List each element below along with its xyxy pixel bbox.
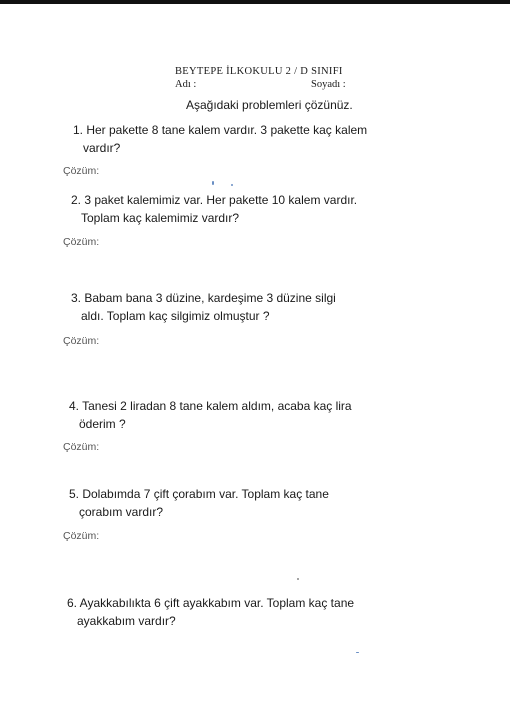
problem-1-line-2: vardır?: [83, 141, 121, 155]
school-header: BEYTEPE İLKOKULU 2 / D SINIFI: [175, 66, 343, 77]
scan-top-edge: [0, 0, 510, 4]
scan-speck: [212, 181, 214, 185]
problem-1: [73, 121, 367, 157]
solution-label-4: Çözüm:: [63, 441, 100, 453]
problem-5-line-1: 5. Dolabımda 7 çift çorabım var. Toplam kaç tane: [69, 487, 329, 501]
problem-2-line-2: Toplam kaç kalemimiz vardır?: [81, 211, 240, 225]
scan-speck: [231, 184, 233, 186]
solution-label-2: Çözüm:: [63, 236, 100, 248]
worksheet-instruction: Aşağıdaki problemleri çözünüz.: [186, 98, 353, 112]
problem-1-line-1: 1. Her pakette 8 tane kalem vardır. 3 pakette kaç kalem: [73, 123, 368, 137]
problem-5-line-2: çorabım vardır?: [79, 505, 164, 519]
solution-label-3: Çözüm:: [63, 335, 100, 347]
surname-label: Soyadı :: [311, 79, 346, 90]
problem-3-line-1: 3. Babam bana 3 düzine, kardeşime 3 düzine silgi: [71, 291, 336, 305]
problem-6: [67, 594, 354, 630]
problem-5: [69, 485, 329, 521]
problem-2: [71, 191, 357, 227]
scan-speck: [356, 652, 359, 653]
problem-6-line-2: ayakkabım vardır?: [77, 614, 176, 628]
problem-2-line-1: 2. 3 paket kalemimiz var. Her pakette 10 kalem vardır.: [71, 193, 358, 207]
solution-label-1: Çözüm:: [63, 165, 100, 177]
problem-4: [69, 397, 352, 433]
name-label: Adı :: [175, 79, 197, 90]
problem-4-line-2: öderim ?: [79, 417, 126, 431]
solution-label-5: Çözüm:: [63, 530, 100, 542]
problem-3-line-2: aldı. Toplam kaç silgimiz olmuştur ?: [81, 309, 270, 323]
problem-6-line-1: 6. Ayakkabılıkta 6 çift ayakkabım var. Toplam kaç tane: [67, 596, 355, 610]
problem-4-line-1: 4. Tanesi 2 liradan 8 tane kalem aldım, acaba kaç lira: [69, 399, 352, 413]
problem-3: [71, 289, 336, 325]
scan-speck: [297, 578, 299, 580]
